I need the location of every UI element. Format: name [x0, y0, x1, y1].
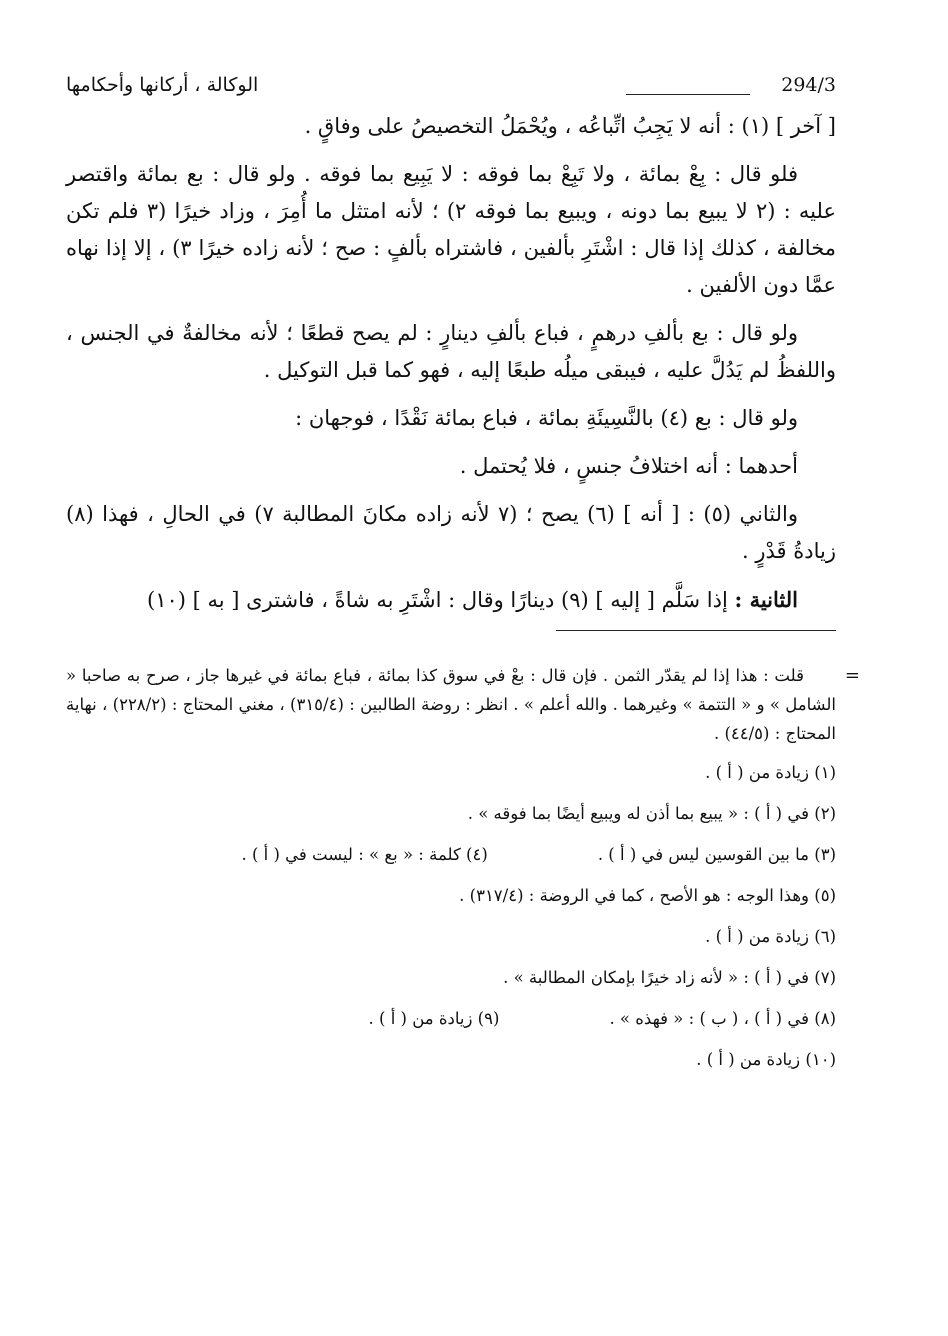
footnote-9: (٩) زيادة من ( أ ) . [368, 1009, 500, 1028]
footnote-7: (٧) في ( أ ) : « لأنه زاد خيرًا بإمكان المطالبة » . [503, 968, 836, 987]
footnote-4: (٤) كلمة : « بع » : ليست في ( أ ) . [241, 845, 488, 864]
footnote-5: (٥) وهذا الوجه : هو الأصح ، كما في الروضة : (٣١٧/٤) . [459, 886, 836, 905]
footnote-8: (٨) في ( أ ) ، ( ب ) : « فهذه » . [609, 1009, 836, 1028]
page-number: 294/3 [781, 74, 836, 96]
footnote-continued: قلت : هذا إذا لم يقدّر الثمن . فإن قال : بعْ في سوق كذا بمائة ، فباع بمائة في غيرها جاز ، صرح به صاحبا « الشامل » و « التتمة » وغيرهما . والله أعلم » . انظر : روضة الطالبين : (٣١٥/٤) ، مغني المحتاج : (٢٢٨/٢) ، نهاية المحتاج : (٤٤/٥) . [66, 666, 836, 743]
running-title: الوكالة ، أركانها وأحكامها [66, 74, 259, 96]
footnote-1: (١) زيادة من ( أ ) . [705, 763, 836, 782]
footnotes [66, 661, 860, 1074]
footnote-2: (٢) في ( أ ) : « يبيع بما أذن له ويبيع أيضًا بما فوقه » . [467, 804, 836, 823]
footnote-row-3-4 [66, 840, 836, 869]
paragraph-5: أحدهما : أنه اختلافُ جنسٍ ، فلا يُحتمل . [459, 454, 798, 478]
paragraph-1: [ آخر ] (١) : أنه لا يَجِبُ اتِّباعُه ، ويُحْمَلُ التخصيصُ على وفاقٍ . [304, 114, 836, 138]
header-rule [626, 94, 750, 95]
paragraph-3: ولو قال : بع بألفِ درهمٍ ، فباع بألفِ دينارٍ : لم يصح قطعًا ؛ لأنه مخالفةٌ في الجنس ، واللفظُ لم يَدُلَّ عليه ، فيبقى ميلُه طبعًا إليه ، فهو كما قبل التوكيل . [66, 321, 836, 382]
paragraph-4: ولو قال : بع (٤) بالنَّسِيئَةِ بمائة ، فباع بمائة نَقْدًا ، فوجهان : [295, 406, 798, 430]
paragraph-7 [66, 581, 836, 619]
footnote-6: (٦) زيادة من ( أ ) . [705, 927, 836, 946]
section-heading: الثانية : [734, 587, 798, 612]
book-page [66, 62, 860, 1086]
continuation-mark: = [844, 665, 860, 686]
paragraph-6: والثاني (٥) : [ أنه ] (٦) يصح ؛ (٧ لأنه زاده مكانَ المطالبة ٧) في الحالِ ، فهذا (٨) زيادةُ قَدْرٍ . [66, 502, 836, 563]
footnote-row-8-9 [66, 1004, 836, 1033]
paragraph-7-text: إذا سَلَّم [ إليه ] (٩) دينارًا وقال : اشْتَرِ به شاةً ، فاشترى [ به ] (١٠) [147, 588, 735, 612]
main-text [66, 108, 836, 619]
footnote-3: (٣) ما بين القوسين ليس في ( أ ) . [597, 845, 836, 864]
footnote-separator [556, 630, 836, 631]
paragraph-2: فلو قال : بِعْ بمائة ، ولا تَبِعْ بما فوقه : لا يَبِيع بما فوقه . ولو قال : بع بمائة واقتصر عليه : (٢ لا يبيع بما دونه ، ويبيع بما فوقه ٢) ؛ لأنه امتثل ما أُمِرَ ، وزاد خيرًا (٣ فلم تكن مخالفة ، كذلك إذا قال : اشْتَرِ بألفين ، فاشتراه بألفٍ : صح ؛ لأنه زاده خيرًا ٣) ، إلا إذا نهاه عمَّا دون الألفين . [66, 162, 837, 297]
footnote-10: (١٠) زيادة من ( أ ) . [696, 1050, 836, 1069]
page-header [66, 62, 836, 108]
